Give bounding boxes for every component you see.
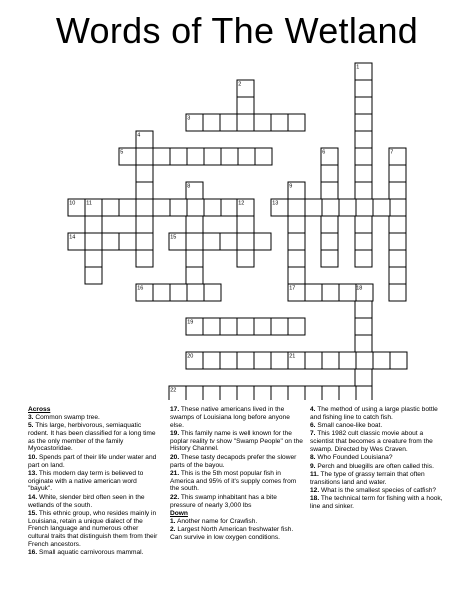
clue-number-label: 13 — [272, 200, 279, 207]
grid-cell[interactable] — [254, 318, 271, 335]
grid-cell[interactable] — [339, 284, 356, 301]
grid-cell[interactable] — [389, 284, 406, 301]
clue-text: This swamp inhabitant has a bite pressure of nearly 3,000 lbs — [170, 493, 277, 509]
grid-cell[interactable] — [203, 386, 220, 400]
clue-number: 20. — [170, 453, 180, 461]
grid-cell[interactable] — [389, 182, 406, 199]
clue-text: Small aquatic carnivorous mammal. — [39, 549, 144, 557]
grid-cell[interactable] — [288, 114, 305, 131]
down-clue — [310, 422, 446, 430]
grid-cell[interactable] — [102, 199, 119, 216]
grid-cell[interactable] — [187, 148, 204, 165]
clue-text: Small canoe-like boat. — [317, 422, 383, 430]
clue-number-label: 2 — [238, 81, 242, 88]
clue-number-label: 4 — [137, 132, 141, 139]
clue-number: 14. — [28, 493, 38, 501]
clue-number: 6. — [310, 422, 316, 430]
grid-cell[interactable] — [237, 233, 254, 250]
grid-cell[interactable] — [220, 233, 237, 250]
clue-text: Who Founded Louisiana? — [317, 454, 393, 462]
down-clue — [310, 463, 446, 471]
grid-cell[interactable] — [355, 80, 372, 97]
grid-cell[interactable] — [373, 352, 390, 369]
grid-cell[interactable] — [355, 148, 372, 165]
grid-cell[interactable] — [204, 148, 221, 165]
grid-cell[interactable] — [288, 216, 305, 233]
clue-text: Another name for Crawfish. — [176, 517, 258, 525]
grid-cell[interactable] — [305, 386, 322, 400]
across-clue — [28, 549, 158, 557]
clue-text: The method of using a large plastic bottle and fishing line to catch fish. — [310, 406, 438, 421]
grid-cell[interactable] — [254, 233, 271, 250]
clue-number: 18. — [310, 495, 320, 503]
clue-column-1 — [28, 406, 158, 558]
grid-cell[interactable] — [254, 352, 271, 369]
across-clue — [28, 414, 158, 422]
grid-cell[interactable] — [203, 233, 220, 250]
down-clue — [310, 495, 446, 511]
across-clue — [170, 494, 304, 510]
grid-cell[interactable] — [204, 199, 221, 216]
clue-number: 21. — [170, 469, 180, 477]
grid-cell[interactable] — [321, 250, 338, 267]
clue-text: This large, herbivorous, semiaquatic rodent. It has been classified for a long time as the only member of the family Myocastoridae. — [28, 422, 156, 453]
clue-text: This 1982 cult classic movie about a scientist that becomes a creature from the swamp. Directed by Wes Craven. — [310, 430, 433, 453]
clue-number: 15. — [28, 509, 38, 517]
grid-cell[interactable] — [356, 199, 373, 216]
grid-cell[interactable] — [203, 352, 220, 369]
clue-number-label: 9 — [289, 183, 293, 190]
grid-cell[interactable] — [321, 233, 338, 250]
clue-number-label: 21 — [289, 353, 296, 360]
clue-number: 7. — [310, 430, 316, 438]
clue-column-2 — [170, 406, 304, 542]
grid-cell[interactable] — [237, 318, 254, 335]
grid-cell[interactable] — [355, 318, 372, 335]
clue-number: 16. — [28, 549, 38, 557]
grid-cell[interactable] — [102, 233, 119, 250]
clue-number-label: 3 — [187, 115, 191, 122]
grid-cell[interactable] — [271, 318, 288, 335]
grid-cell[interactable] — [153, 148, 170, 165]
grid-cell[interactable] — [254, 114, 271, 131]
clue-number: 11. — [310, 470, 319, 478]
across-clue — [170, 430, 304, 453]
grid-cell[interactable] — [271, 352, 288, 369]
grid-cell[interactable] — [305, 352, 322, 369]
grid-cell[interactable] — [389, 250, 406, 267]
grid-cell[interactable] — [389, 165, 406, 182]
grid-cell[interactable] — [220, 318, 237, 335]
grid-cell[interactable] — [136, 148, 153, 165]
grid-cell[interactable] — [389, 233, 406, 250]
down-clue — [310, 471, 446, 487]
down-clue — [310, 454, 446, 462]
clue-number: 12. — [310, 486, 320, 494]
grid-cell[interactable] — [271, 114, 288, 131]
clue-number-label: 16 — [137, 285, 144, 292]
down-clue — [170, 526, 304, 542]
across-clue — [28, 422, 158, 453]
clue-number: 5. — [28, 422, 34, 430]
clue-text: The type of grassy terrain that often transitions land and water. — [310, 470, 425, 486]
clue-text: These tasty decapods prefer the slower parts of the bayou. — [170, 453, 297, 469]
grid-cell[interactable] — [355, 301, 372, 318]
grid-cell[interactable] — [203, 114, 220, 131]
grid-cell[interactable] — [305, 284, 322, 301]
across-clue — [28, 494, 158, 510]
grid-cell[interactable] — [322, 386, 339, 400]
grid-cell[interactable] — [237, 216, 254, 233]
clue-number-label: 20 — [187, 353, 194, 360]
clue-number-label: 19 — [187, 319, 194, 326]
grid-cell[interactable] — [355, 216, 372, 233]
clue-text: What is the smallest species of catfish? — [321, 486, 437, 494]
clue-text: Perch and bluegills are often called this. — [317, 462, 434, 470]
grid-cell[interactable] — [237, 386, 254, 400]
clue-text: Spends part of their life under water and part on land. — [28, 453, 157, 469]
grid-cell[interactable] — [288, 199, 305, 216]
grid-cell[interactable] — [136, 182, 153, 199]
clue-text: This family name is well known for the poplar reality tv show "Swamp People" on the History Channel. — [170, 429, 303, 453]
down-clue — [310, 487, 446, 495]
clue-number-label: 12 — [238, 200, 245, 207]
grid-cell[interactable] — [204, 284, 221, 301]
clue-column-3 — [310, 406, 446, 511]
grid-cell[interactable] — [119, 233, 136, 250]
grid-cell[interactable] — [322, 352, 339, 369]
grid-cell[interactable] — [288, 267, 305, 284]
grid-cell[interactable] — [271, 386, 288, 400]
clue-number-label: 15 — [170, 234, 177, 241]
clue-number: 13. — [28, 469, 38, 477]
grid-cell[interactable] — [85, 250, 102, 267]
grid-cell[interactable] — [355, 97, 372, 114]
clue-text: The technical term for fishing with a hook, line and sinker. — [310, 495, 443, 511]
grid-cell[interactable] — [355, 335, 372, 352]
clue-number: 10. — [28, 453, 38, 461]
grid-cell[interactable] — [153, 284, 170, 301]
grid-cell[interactable] — [355, 131, 372, 148]
grid-cell[interactable] — [220, 386, 237, 400]
clue-number-label: 14 — [69, 234, 76, 241]
grid-cell[interactable] — [322, 199, 339, 216]
grid-cell[interactable] — [321, 216, 338, 233]
across-heading: Across — [28, 406, 51, 413]
across-clue — [170, 470, 304, 493]
across-clue — [170, 406, 304, 429]
grid-cell[interactable] — [237, 114, 254, 131]
clue-text: These native americans lived in the swamps of Louisiana long before anyone else. — [170, 406, 290, 429]
clue-number-label: 18 — [356, 285, 363, 292]
clue-number-label: 5 — [120, 149, 124, 156]
grid-cell[interactable] — [170, 199, 187, 216]
grid-cell[interactable] — [238, 148, 255, 165]
grid-cell[interactable] — [136, 216, 153, 233]
grid-cell[interactable] — [220, 114, 237, 131]
grid-cell[interactable] — [322, 284, 339, 301]
grid-cell[interactable] — [186, 216, 203, 233]
grid-cell[interactable] — [136, 165, 153, 182]
grid-cell[interactable] — [187, 199, 204, 216]
grid-cell[interactable] — [170, 284, 187, 301]
grid-cell[interactable] — [153, 199, 170, 216]
clue-number-label: 8 — [187, 183, 191, 190]
grid-cell[interactable] — [237, 352, 254, 369]
grid-cell[interactable] — [186, 386, 203, 400]
grid-cell[interactable] — [321, 165, 338, 182]
grid-cell[interactable] — [355, 233, 372, 250]
grid-cell[interactable] — [136, 199, 153, 216]
grid-cell[interactable] — [355, 386, 372, 400]
down-clue — [310, 406, 446, 422]
grid-cell[interactable] — [389, 199, 406, 216]
grid-cell[interactable] — [221, 199, 238, 216]
across-clue — [28, 454, 158, 470]
down-clue — [170, 518, 304, 526]
grid-cell[interactable] — [389, 267, 406, 284]
clue-number-label: 10 — [69, 200, 76, 207]
grid-cell[interactable] — [339, 352, 356, 369]
grid-cell[interactable] — [355, 165, 372, 182]
clue-number-label: 7 — [390, 149, 394, 156]
grid-cell[interactable] — [373, 199, 390, 216]
clue-text: White, slender bird often seen in the wetlands of the south. — [28, 493, 145, 509]
clue-number-label: 1 — [356, 64, 360, 71]
clue-number-label: 22 — [170, 387, 177, 394]
across-clue — [28, 470, 158, 493]
clue-number: 1. — [170, 517, 176, 525]
grid-cell[interactable] — [389, 216, 406, 233]
grid-cell[interactable] — [221, 148, 238, 165]
grid-cell[interactable] — [237, 97, 254, 114]
clue-number: 22. — [170, 493, 180, 501]
grid-cell[interactable] — [85, 233, 102, 250]
clue-number: 17. — [170, 406, 180, 413]
across-clue — [170, 454, 304, 470]
grid-cell[interactable] — [288, 318, 305, 335]
grid-cell[interactable] — [136, 233, 153, 250]
grid-cell[interactable] — [321, 182, 338, 199]
grid-cell[interactable] — [237, 250, 254, 267]
grid-cell[interactable] — [356, 352, 373, 369]
grid-cell[interactable] — [85, 216, 102, 233]
grid-cell[interactable] — [339, 199, 356, 216]
grid-cell[interactable] — [355, 182, 372, 199]
grid-cell[interactable] — [288, 250, 305, 267]
grid-cell[interactable] — [203, 318, 220, 335]
grid-cell[interactable] — [355, 369, 372, 386]
grid-cell[interactable] — [85, 267, 102, 284]
clue-number: 19. — [170, 429, 180, 437]
grid-cell[interactable] — [170, 148, 187, 165]
grid-cell[interactable] — [305, 199, 322, 216]
down-heading: Down — [170, 509, 188, 517]
clue-number: 8. — [310, 454, 316, 462]
clue-number: 4. — [310, 406, 316, 413]
grid-cell[interactable] — [254, 386, 271, 400]
clue-text: This ethnic group, who resides mainly in Louisiana, retain a unique dialect of the French language and numerous other cultural traits that distinguish them from their French ancestors. — [28, 509, 158, 549]
grid-cell[interactable] — [288, 233, 305, 250]
grid-cell[interactable] — [255, 148, 272, 165]
down-clue — [310, 430, 446, 453]
grid-cell[interactable] — [186, 233, 203, 250]
grid-cell[interactable] — [390, 352, 407, 369]
grid-cell[interactable] — [186, 250, 203, 267]
across-clue — [28, 510, 158, 549]
clue-number: 2. — [170, 525, 176, 533]
grid-cell[interactable] — [220, 352, 237, 369]
clue-text: This is the 5th most popular fish in America and 95% of it's supply comes from the south. — [170, 469, 297, 493]
grid-cell[interactable] — [355, 114, 372, 131]
grid-cell[interactable] — [136, 250, 153, 267]
clue-number: 9. — [310, 462, 316, 470]
clue-number-label: 11 — [86, 200, 92, 207]
puzzle-title: Words of The Wetland — [55, 10, 419, 51]
clue-text: This modern day term is believed to originate with a native american word "bayuk". — [28, 469, 144, 493]
clue-text: Largest North American freshwater fish. Can survive in low oxygen conditions. — [170, 525, 294, 541]
clue-number: 3. — [28, 413, 34, 421]
clue-number-label: 17 — [289, 285, 296, 292]
grid-cell[interactable] — [339, 386, 356, 400]
grid-cell[interactable] — [186, 267, 203, 284]
grid-cell[interactable] — [288, 386, 305, 400]
clue-text: Common swamp tree. — [35, 413, 100, 421]
clue-number-label: 6 — [322, 149, 326, 156]
grid-cell[interactable] — [355, 250, 372, 267]
grid-cell[interactable] — [187, 284, 204, 301]
grid-cell[interactable] — [119, 199, 136, 216]
